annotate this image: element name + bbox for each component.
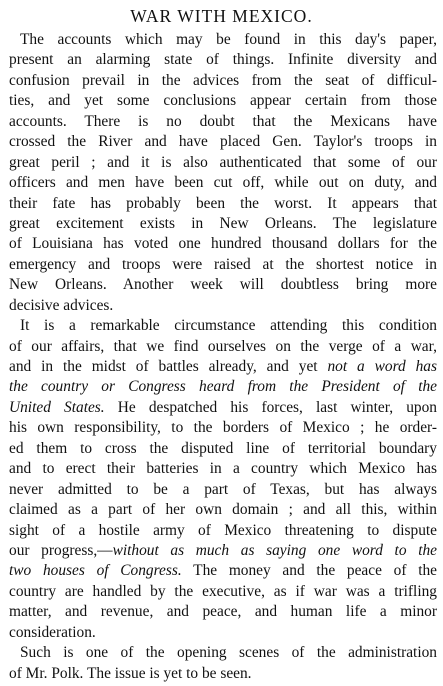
text-line: ties, and yet some conclusions appear certain from those — [9, 92, 437, 110]
text-line: and to erect their batteries in a country which Mexico has — [9, 460, 437, 478]
text-line: great peril ; and it is also authenticated that some of our — [9, 153, 437, 171]
text-line: country are handled by the executive, as if war was a trifling — [9, 582, 437, 600]
text-line: their fate has probably been the worst. It appears that — [9, 194, 437, 212]
text-line: Such is one of the opening scenes of the administration — [20, 644, 437, 662]
text-line: crossed the River and have placed Gen. Taylor's troops in — [9, 133, 437, 151]
italic-text: United States. — [9, 398, 105, 416]
paragraph-1 — [9, 30, 437, 316]
text-line: of Mr. Polk. The issue is yet to be seen. — [9, 664, 252, 682]
text-line: great excitement exists in New Orleans. The legislature — [9, 214, 437, 232]
text-line: decisive advices. — [9, 296, 114, 314]
paragraph-3 — [9, 643, 437, 684]
text-line: of Louisiana has voted one hundred thousand dollars for the — [9, 235, 437, 253]
text-line — [9, 377, 437, 397]
text-line: It is a remarkable circumstance attending this condition — [20, 317, 437, 335]
text-line: New Orleans. Another week will doubtless bring more — [9, 276, 437, 294]
italic-text: the country or Congress heard from the President of the — [9, 378, 437, 396]
text-line: two houses of Congress. The money and the peace of the — [9, 562, 437, 580]
text-line: claimed as a part of her own domain ; and all this, within — [9, 501, 437, 519]
text-line: never admitted to be a part of Texas, but has always — [9, 480, 437, 498]
text-line: and in the midst of battles already, and yet not a word has — [9, 358, 437, 375]
text-line: The accounts which may be found in this day's paper, — [20, 31, 437, 48]
text-line: officers and men have been cut off, while out on duty, and — [9, 174, 437, 192]
text-line: our progress,—without as much as saying one word to the — [9, 541, 437, 559]
text-line: accounts. There is no doubt that the Mexicans have — [9, 112, 437, 130]
text-line: present an alarming state of things. Infinite diversity and — [9, 51, 437, 69]
paragraph-2 — [9, 316, 437, 643]
italic-text: not a word has — [327, 358, 437, 375]
text-line: ed them to cross the disputed line of territorial boundary — [9, 439, 437, 457]
text-line: United States. He despatched his forces, last winter, upon — [9, 398, 437, 416]
text-line: matter, and revenue, and peace, and human life a minor — [9, 603, 437, 621]
text-line: consideration. — [9, 623, 96, 641]
article-title: WAR WITH MEXICO. — [130, 6, 313, 26]
text-line: his own responsibility, to the borders of Mexico ; he order- — [9, 419, 437, 437]
text-line: sight of a hostile army of Mexico threatening to dispute — [9, 521, 437, 539]
text-line: of our affairs, that we find ourselves on the verge of a war, — [9, 337, 437, 355]
text-line: confusion prevail in the advices from the seat of difficul- — [9, 71, 437, 89]
italic-text: without as much as saying one word to the — [112, 541, 437, 559]
article-body — [9, 30, 437, 684]
italic-text: two houses of Congress. — [9, 562, 182, 580]
text-line: emergency and troops were raised at the shortest notice in — [9, 255, 437, 273]
